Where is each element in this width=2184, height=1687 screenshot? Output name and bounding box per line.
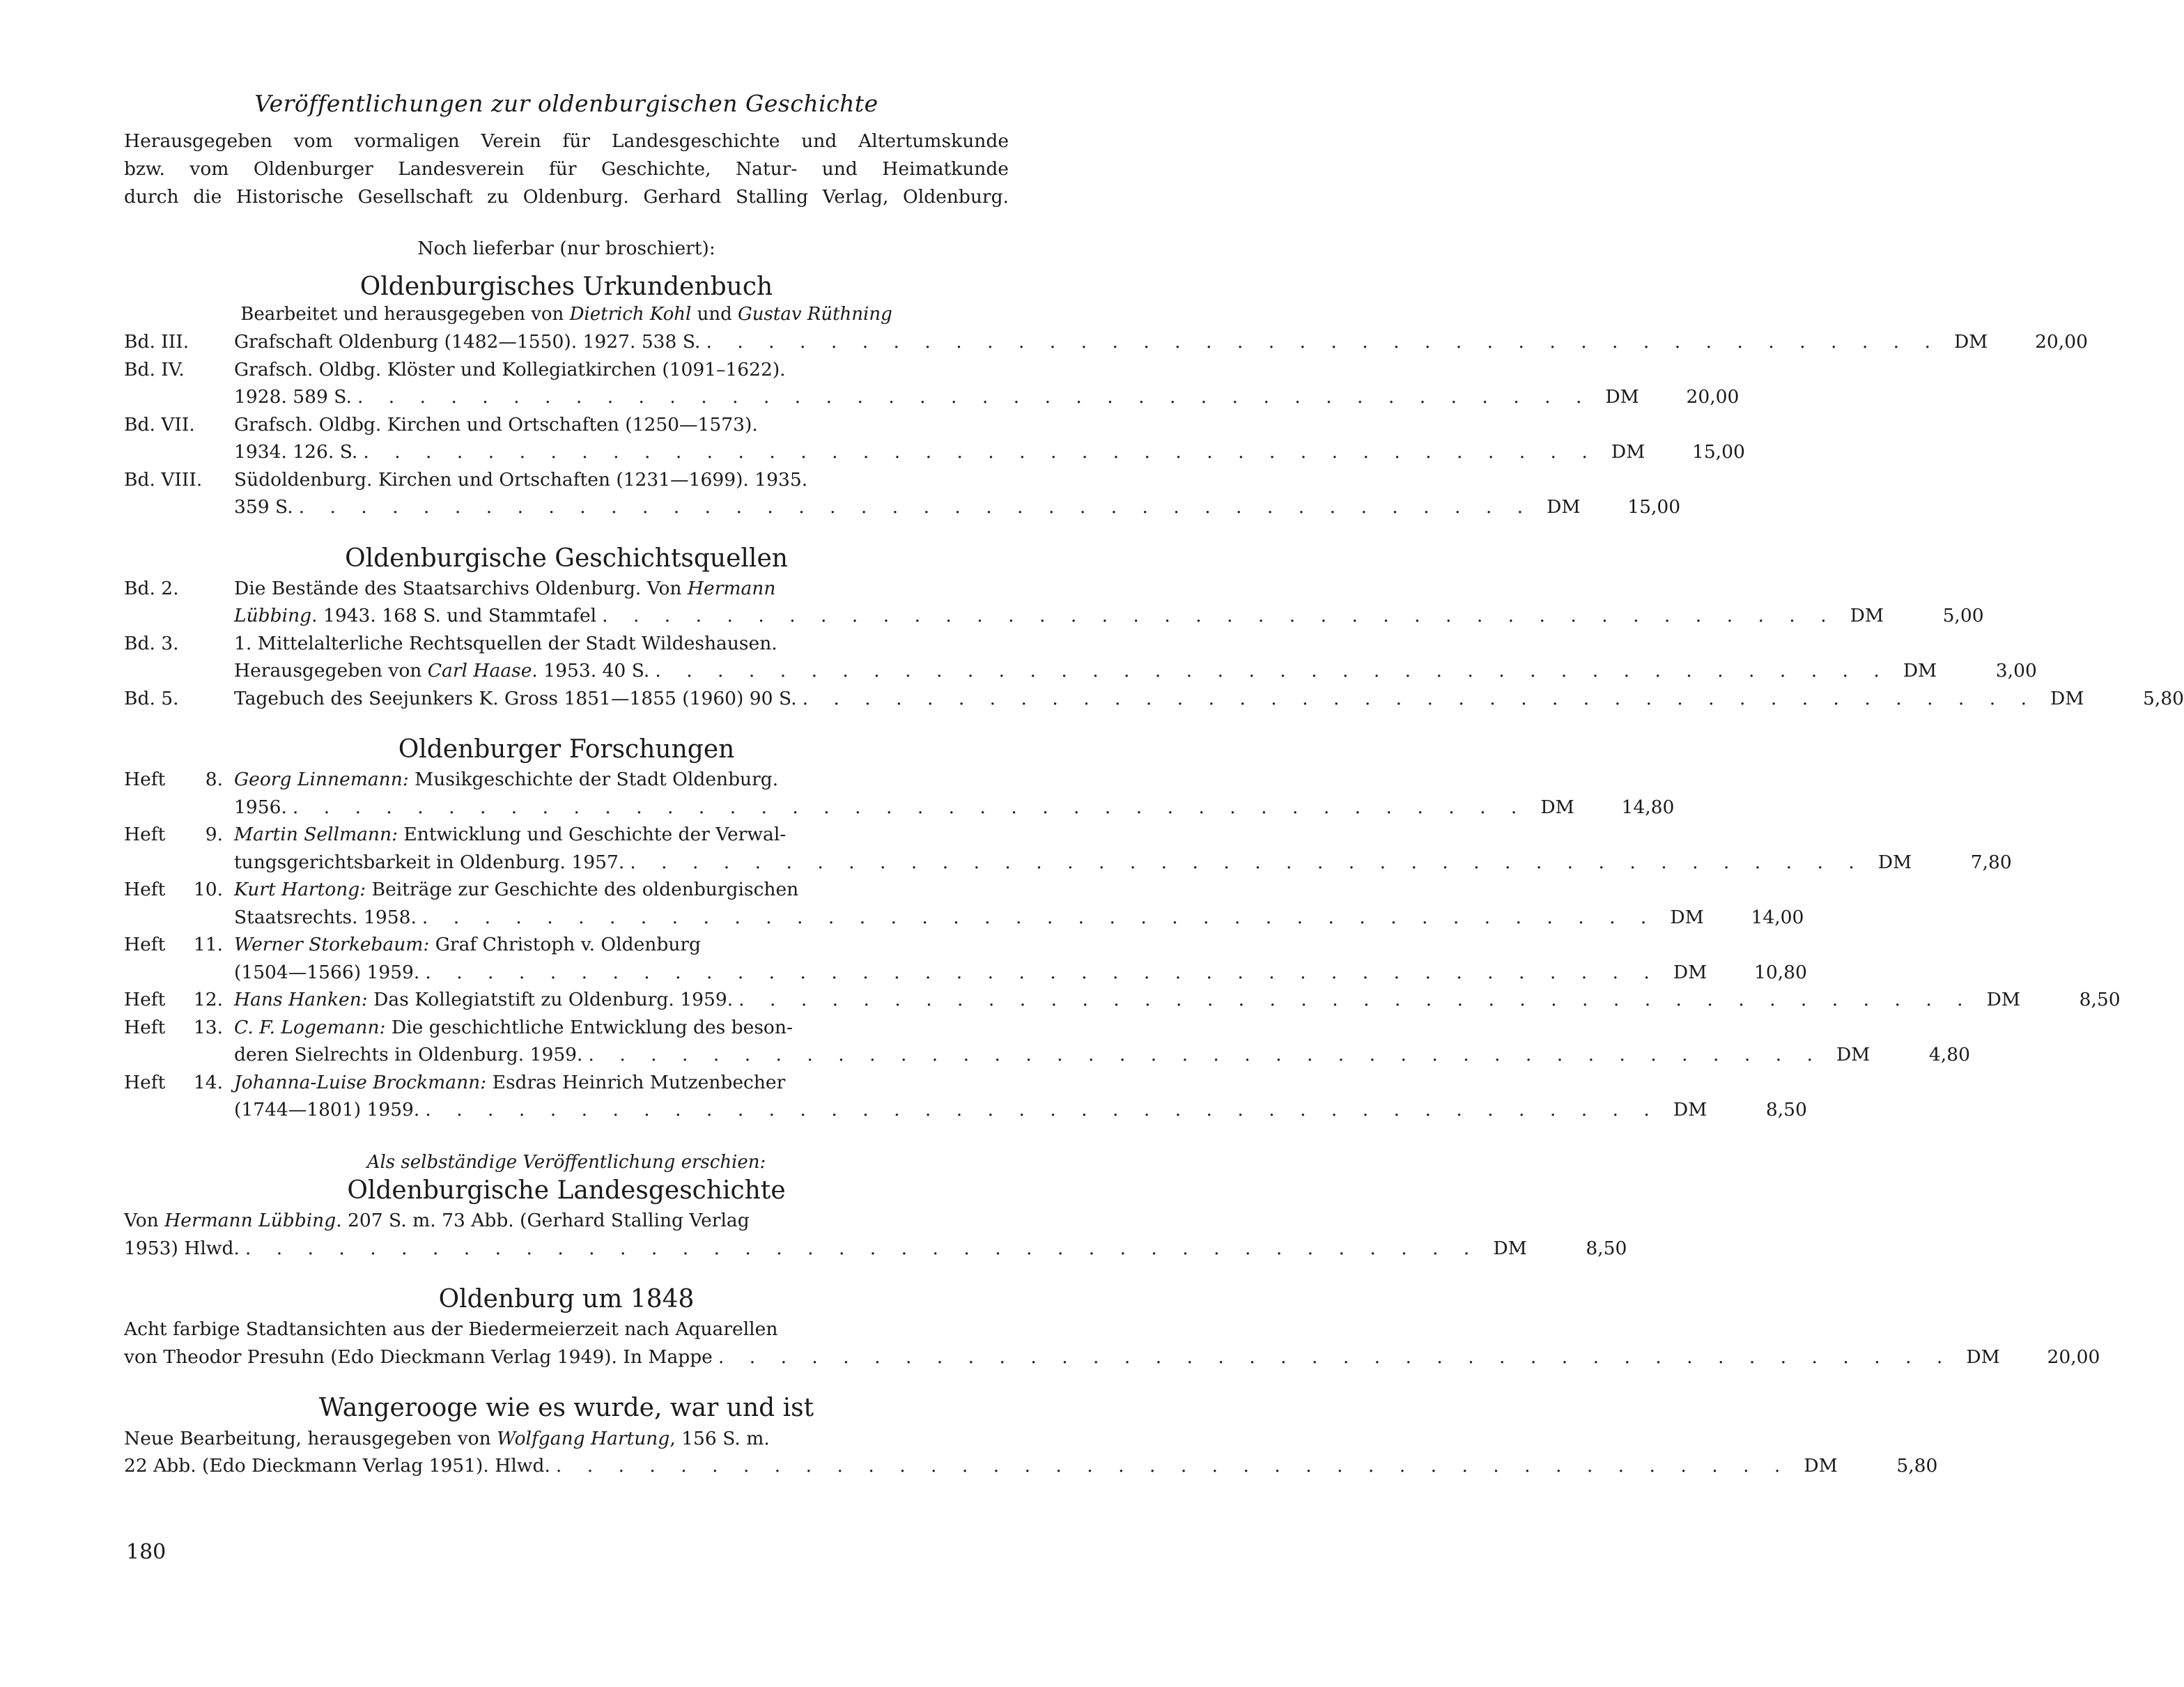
section-oldenburg-1848 <box>124 1284 2100 1371</box>
price <box>1533 493 1680 521</box>
entry-text <box>234 931 701 959</box>
section-subtitle <box>124 302 1009 327</box>
volume-label: Bd. VII. <box>124 413 195 436</box>
heft-word: Heft <box>124 934 166 956</box>
list-item <box>124 766 1675 821</box>
heft-number: 14. <box>193 1071 223 1093</box>
entry-text: 1928. 589 S. <box>234 386 352 408</box>
author-name: Lübbing <box>234 605 312 627</box>
heft-number: 13. <box>193 1016 223 1038</box>
volume-label: Bd. 5. <box>124 687 179 709</box>
list-item <box>124 1069 1807 1124</box>
entry-text: 359 S. <box>234 496 293 518</box>
page-number: 180 <box>126 1540 166 1564</box>
volume-label: Bd. III. <box>124 331 189 353</box>
entry-text: (1744—1801) 1959. <box>234 1099 420 1121</box>
entry-text-part: . 1953. 40 S. <box>532 660 650 682</box>
price <box>1479 1235 1627 1263</box>
entry-text-part: . 1943. 168 S. und Stammtafel <box>311 605 597 627</box>
leader-dots: . . . . . . . . . . . . . . . . . . . . . . . . . . . . . . . . . . . . . . . . <box>292 796 1527 818</box>
section-urkundenbuch <box>124 272 2088 521</box>
independent-note: Als selbständige Veröffentlichung erschien: <box>366 1151 766 1173</box>
price <box>1822 1041 1970 1069</box>
section-title: Oldenburgische Geschichtsquellen <box>345 544 788 573</box>
leader-dots: . . . . . . . . . . . . . . . . . . . . . . . . . . . . . . . . . . . . . . . . <box>357 386 1592 408</box>
currency: DM <box>1804 1455 1838 1477</box>
amount: 5,00 <box>1942 605 1984 627</box>
heft-number: 11. <box>193 934 223 956</box>
list-item <box>124 685 2184 713</box>
amount: 8,50 <box>1586 1237 1627 1259</box>
list-item <box>124 411 1745 466</box>
amount: 15,00 <box>1691 441 1745 463</box>
amount: 4,80 <box>1928 1044 1970 1066</box>
entry-text-part: Das Kollegiatstift zu Oldenburg. 1959. <box>367 989 734 1011</box>
heft-word: Heft <box>124 879 166 901</box>
heft-word: Heft <box>124 824 166 846</box>
entry-text: (1504—1566) 1959. <box>234 961 420 983</box>
subtitle-text: Bearbeitet und herausgegeben von <box>240 304 570 325</box>
leader-dots: . . . . . . . . . . . . . . . . . . . . . . . . . . . . . . . . . . . . . . . . <box>298 496 1533 518</box>
author-name: Martin Sellmann: <box>234 824 398 846</box>
volume-label <box>124 876 234 931</box>
entry-text <box>234 1014 793 1042</box>
currency: DM <box>1953 331 1988 353</box>
intro <box>124 128 1009 211</box>
amount: 8,50 <box>1765 1099 1807 1121</box>
list-item <box>124 356 1740 411</box>
volume-label: Bd. 2. <box>124 577 179 599</box>
author-name: Hermann Lübbing <box>164 1210 336 1232</box>
author-name: Kurt Hartong: <box>234 879 366 901</box>
editor-name: Gustav Rüthning <box>738 304 892 325</box>
entry-text: Acht farbige Stadtansichten aus der Biedermeierzeit nach Aquarellen <box>124 1318 778 1341</box>
amount: 10,80 <box>1753 961 1807 983</box>
section-title: Oldenburgische Landesgeschichte <box>347 1176 786 1205</box>
volume-label: Bd. IV. <box>124 358 185 380</box>
subtitle-text: und <box>691 304 738 325</box>
list-item <box>124 1207 1627 1262</box>
currency: DM <box>1611 441 1645 463</box>
entry-text-part: Die Bestände des Staatsarchivs Oldenburg. Von <box>234 577 688 599</box>
leader-dots: . . . . . . . . . . . . . . . . . . . . . . . . . . . . . . . . . . . . . . . . <box>425 1099 1659 1121</box>
price <box>1940 328 2088 356</box>
volume-label <box>124 1014 234 1069</box>
heft-word: Heft <box>124 989 166 1011</box>
heft-word: Heft <box>124 769 166 791</box>
entry-text-part: Die geschichtliche Entwicklung des beson- <box>385 1016 793 1038</box>
intro-line: Herausgegeben vom vormaligen Verein für Landesgeschichte und Altertumskunde <box>124 130 1009 152</box>
entry-text: Grafsch. Oldbg. Kirchen und Ortschaften (1250—1573). <box>234 413 758 436</box>
entry-text <box>234 657 649 685</box>
price <box>1889 657 2037 685</box>
leader-dots: . . . . . . . . . . . . . . . . . . . . . . . . . . . . . . . . . . . . . . . . <box>802 687 2037 709</box>
section-landesgeschichte <box>124 1176 1627 1262</box>
entry-text-part: Esdras Heinrich Mutzenbecher <box>486 1071 786 1093</box>
list-item <box>124 986 2121 1014</box>
currency: DM <box>1540 796 1574 818</box>
volume-label <box>124 766 234 821</box>
price <box>1659 959 1807 987</box>
heft-number: 12. <box>193 989 223 1011</box>
entry-text: tungsgerichtsbarkeit in Oldenburg. 1957. <box>234 851 625 873</box>
amount: 5,80 <box>1896 1455 1938 1477</box>
editor-name: Wolfgang Hartung <box>497 1427 670 1449</box>
section-geschichtsquellen <box>124 544 2184 713</box>
section-title: Oldenburgisches Urkundenbuch <box>359 272 773 301</box>
entry-text <box>234 1069 785 1097</box>
author-name: Hans Hanken: <box>234 989 368 1011</box>
price <box>1659 1096 1807 1124</box>
leader-dots: . . . . . . . . . . . . . . . . . . . . . . . . . . . . . . . . . . . . . . . . <box>245 1237 1480 1259</box>
entry-text <box>234 602 596 630</box>
availability-note: Noch lieferbar (nur broschiert): <box>417 237 715 259</box>
currency: DM <box>2050 687 2084 709</box>
currency: DM <box>1670 906 1704 928</box>
currency: DM <box>1966 1346 2000 1368</box>
entry-text: deren Sielrechts in Oldenburg. 1959. <box>234 1044 583 1066</box>
author-name: Hermann <box>687 577 776 599</box>
entry-text-part: Neue Bearbeitung, herausgegeben von <box>124 1427 497 1449</box>
leader-dots: . . . . . . . . . . . . . . . . . . . . . . . . . . . . . . . . . . . . . . . . <box>421 906 1657 928</box>
entry-text: von Theodor Presuhn (Edo Dieckmann Verlag 1949). In Mappe <box>124 1346 713 1368</box>
editor-name: Dietrich Kohl <box>569 304 692 325</box>
leader-dots: . . . . . . . . . . . . . . . . . . . . . . . . . . . . . . . . . . . . . . . . <box>425 961 1659 983</box>
heft-word: Heft <box>124 1016 166 1038</box>
entry-text-part: Graf Christoph v. Oldenburg <box>429 934 702 956</box>
currency: DM <box>1836 1044 1871 1066</box>
price <box>1790 1452 1937 1480</box>
amount: 3,00 <box>1995 660 2037 682</box>
currency: DM <box>1493 1237 1527 1259</box>
heft-number: 9. <box>205 824 223 846</box>
entry-text-part: . 207 S. m. 73 Abb. (Gerhard Stalling Verlag <box>336 1210 750 1232</box>
list-item <box>124 931 1807 986</box>
price <box>1597 438 1745 466</box>
amount: 14,00 <box>1751 906 1804 928</box>
price <box>1864 849 2012 877</box>
price <box>1836 602 1984 630</box>
entry-text: 1. Mittelalterliche Rechtsquellen der Stadt Wildeshausen. <box>234 632 777 654</box>
section-forschungen <box>124 734 2121 1124</box>
heft-word: Heft <box>124 1071 166 1093</box>
leader-dots: . . . . . . . . . . . . . . . . . . . . . . . . . . . . . . . . . . . . . . . . <box>555 1455 1790 1477</box>
leader-dots: . . . . . . . . . . . . . . . . . . . . . . . . . . . . . . . . . . . . . . . . <box>655 660 1889 682</box>
list-item <box>124 876 1804 931</box>
series-title: Veröffentlichungen zur oldenburgischen Geschichte <box>254 90 878 117</box>
currency: DM <box>1673 1099 1707 1121</box>
price <box>1526 794 1674 822</box>
author-name: Werner Storkebaum: <box>234 934 430 956</box>
volume-label <box>124 986 234 1014</box>
intro-line: durch die Historische Gesellschaft zu Oldenburg. Gerhard Stalling Verlag, Oldenburg. <box>124 185 1009 208</box>
entry-text-part: Herausgegeben von <box>234 660 428 682</box>
amount: 20,00 <box>2035 331 2088 353</box>
currency: DM <box>1673 961 1707 983</box>
entry-text: Staatsrechts. 1958. <box>234 906 417 928</box>
entry-text-part: Von <box>124 1210 165 1232</box>
amount: 8,50 <box>2079 989 2121 1011</box>
section-title: Oldenburg um 1848 <box>438 1285 695 1314</box>
author-name: C. F. Logemann: <box>234 1016 386 1038</box>
leader-dots: . . . . . . . . . . . . . . . . . . . . . . . . . . . . . . . . . . . . . . . . <box>718 1346 1953 1368</box>
currency: DM <box>1877 851 1912 873</box>
heft-number: 10. <box>193 879 223 901</box>
leader-dots: . . . . . . . . . . . . . . . . . . . . . . . . . . . . . . . . . . . . . . . . <box>602 605 1836 627</box>
entry-text: Grafschaft Oldenburg (1482—1550). 1927. 538 S. <box>234 331 701 353</box>
entry-text <box>234 821 786 849</box>
list-item <box>124 630 2037 685</box>
list-item <box>124 1316 2100 1371</box>
volume-label: Bd. 3. <box>124 632 179 654</box>
entry-text <box>234 766 778 794</box>
entry-text: 1953) Hlwd. <box>124 1237 240 1259</box>
entry-text <box>124 1207 750 1235</box>
entry-text-part: Beiträge zur Geschichte des oldenburgischen <box>366 879 799 901</box>
leader-dots: . . . . . . . . . . . . . . . . . . . . . . . . . . . . . . . . . . . . . . . . <box>738 989 1973 1011</box>
list-item <box>124 328 2088 356</box>
list-item <box>124 1014 1970 1069</box>
entry-text: Grafsch. Oldbg. Klöster und Kollegiatkirchen (1091–1622). <box>234 358 786 380</box>
author-name: Johanna-Luise Brockmann: <box>234 1071 487 1093</box>
volume-label <box>124 931 234 986</box>
leader-dots: . . . . . . . . . . . . . . . . . . . . . . . . . . . . . . . . . . . . . . . . <box>706 331 1940 353</box>
list-item <box>124 575 1984 630</box>
leader-dots: . . . . . . . . . . . . . . . . . . . . . . . . . . . . . . . . . . . . . . . . <box>630 851 1864 873</box>
volume-label <box>124 1069 234 1124</box>
entry-text <box>234 575 775 603</box>
price <box>1952 1343 2100 1371</box>
list-item <box>124 466 1681 521</box>
amount: 20,00 <box>2047 1346 2100 1368</box>
entry-text: Tagebuch des Seejunkers K. Gross 1851—1855 (1960) 90 S. <box>234 687 797 709</box>
entry-text: 22 Abb. (Edo Dieckmann Verlag 1951). Hlwd. <box>124 1455 550 1477</box>
editor-name: Carl Haase <box>427 660 532 682</box>
list-item <box>124 821 2012 876</box>
entry-text: 1934. 126. S. <box>234 441 358 463</box>
entry-text-part: Musikgeschichte der Stadt Oldenburg. <box>408 769 779 791</box>
author-name: Georg Linnemann: <box>234 769 409 791</box>
currency: DM <box>1986 989 2020 1011</box>
currency: DM <box>1850 605 1884 627</box>
volume-label: Bd. VIII. <box>124 468 203 491</box>
entry-text: 1956. <box>234 796 287 818</box>
entry-text-part: , 156 S. m. <box>669 1427 770 1449</box>
entry-text-part: Entwicklung und Geschichte der Verwal- <box>398 824 787 846</box>
amount: 15,00 <box>1627 496 1681 518</box>
section-title: Oldenburger Forschungen <box>398 735 735 764</box>
price <box>1656 904 1804 932</box>
currency: DM <box>1605 386 1639 408</box>
content <box>124 89 2184 1480</box>
volume-label <box>124 821 234 876</box>
section-title: Wangerooge wie es wurde, war und ist <box>318 1394 814 1423</box>
heft-number: 8. <box>205 769 223 791</box>
amount: 7,80 <box>1970 851 2012 873</box>
currency: DM <box>1903 660 1937 682</box>
price <box>1973 986 2121 1014</box>
amount: 5,80 <box>2143 687 2184 709</box>
list-item <box>124 1425 1938 1480</box>
leader-dots: . . . . . . . . . . . . . . . . . . . . . . . . . . . . . . . . . . . . . . . . <box>588 1044 1822 1066</box>
section-wangerooge <box>124 1393 1938 1479</box>
entry-text <box>124 1425 770 1453</box>
price <box>2036 685 2184 713</box>
intro-line: bzw. vom Oldenburger Landesverein für Geschichte, Natur- und Heimatkunde <box>124 157 1009 180</box>
leader-dots: . . . . . . . . . . . . . . . . . . . . . . . . . . . . . . . . . . . . . . . . <box>363 441 1597 463</box>
entry-text <box>234 986 733 1014</box>
currency: DM <box>1547 496 1581 518</box>
entry-text: Südoldenburg. Kirchen und Ortschaften (1231—1699). 1935. <box>234 468 808 491</box>
price <box>1591 383 1739 411</box>
amount: 20,00 <box>1686 386 1740 408</box>
amount: 14,80 <box>1621 796 1675 818</box>
entry-text <box>234 876 798 904</box>
